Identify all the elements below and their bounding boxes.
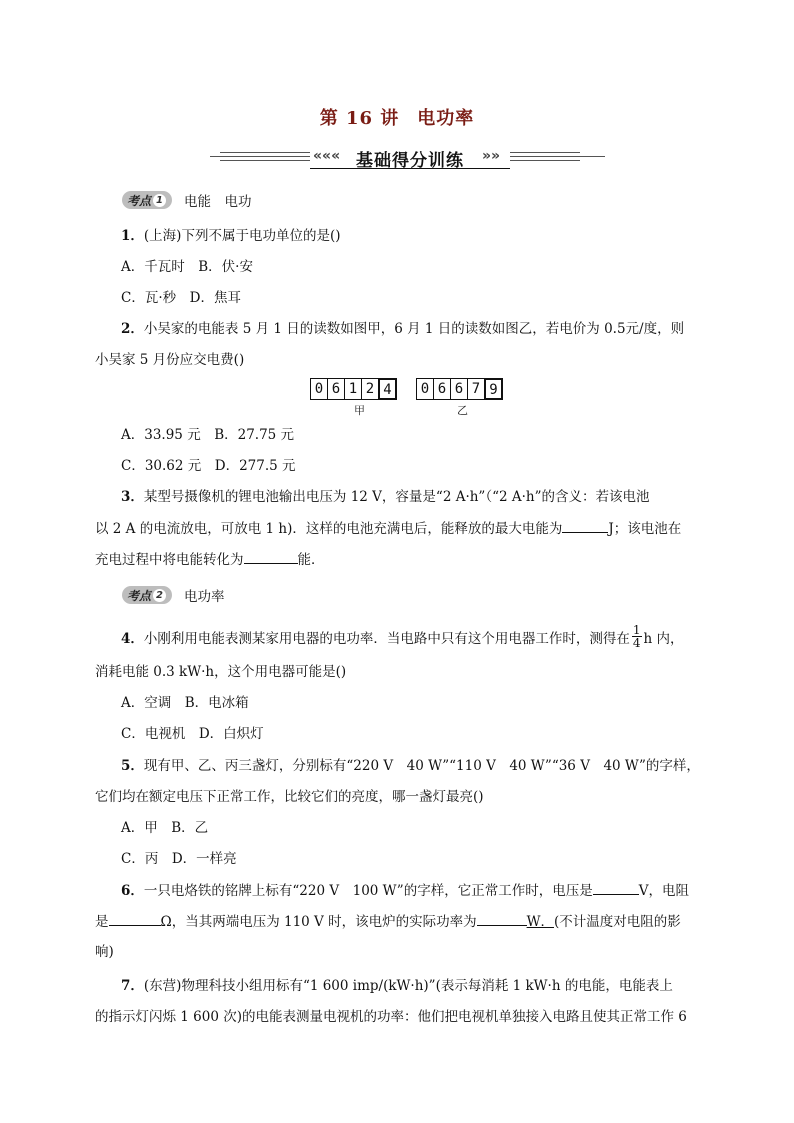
chevron-left-icon: ««« xyxy=(313,148,341,164)
question-3-line2: 以 2 A 的电流放电，可放电 1 h)．这样的电池充满电后，能释放的最大电能为 J；该电池在 xyxy=(95,518,681,539)
answer-blank xyxy=(109,911,161,926)
question-2-stem-line2: 小吴家 5 月份应交电费() xyxy=(95,352,245,368)
section-number: 1 xyxy=(153,194,166,207)
question-2-options-cd: C．30.62 元 D．277.5 元 xyxy=(121,458,296,474)
meter-digit: 7 xyxy=(468,379,485,399)
answer-blank xyxy=(562,518,608,533)
fraction-quarter: $\frac{1}{4}$ xyxy=(632,623,641,650)
section-banner xyxy=(210,146,605,170)
question-2-stem-line1: 2．小吴家的电能表 5 月 1 日的读数如图甲，6 月 1 日的读数如图乙，若电价为 0.5元/度，则 xyxy=(121,321,685,337)
banner-text: 基础得分训练 xyxy=(356,151,464,171)
answer-blank xyxy=(477,911,527,926)
section-label: 电功率 xyxy=(184,589,225,605)
meter-digit: 0 xyxy=(311,379,328,399)
question-3-line1: 3．某型号摄像机的锂电池输出电压为 12 V，容量是“2 A·h”（“2 A·h”的含义：若该电池 xyxy=(121,489,650,505)
section-badge: 考点 1 xyxy=(122,191,172,209)
question-5-line1: 5．现有甲、乙、丙三盏灯，分别标有“220 V 40 W”“110 V 40 W”“36 V 40 W”的字样， xyxy=(121,758,700,774)
question-7-line2: 的指示灯闪烁 1 600 次)的电能表测量电视机的功率：他们把电视机单独接入电路且使其正常工作 6 xyxy=(95,1009,687,1025)
meter-jia-label: 甲 xyxy=(354,404,365,417)
question-4-options-cd: C．电视机 D．白炽灯 xyxy=(121,726,264,742)
question-5-options-ab: A．甲 B．乙 xyxy=(121,820,209,836)
question-4-line1: 4．小刚利用电能表测某家用电器的电功率．当电路中只有这个用电器工作时，测得在 $\frac{1}{4}$ h 内， xyxy=(121,623,684,650)
answer-blank xyxy=(593,880,639,895)
answer-blank xyxy=(244,549,298,564)
question-6-line3: 响) xyxy=(95,944,114,960)
meter-digit: 1 xyxy=(345,379,362,399)
question-3-line3: 充电过程中将电能转化为 能． xyxy=(95,549,325,570)
chevron-right-icon: »» xyxy=(482,148,501,164)
meter-digit: 9 xyxy=(485,379,502,399)
question-4-options-ab: A．空调 B．电冰箱 xyxy=(121,695,249,711)
meter-digit: 6 xyxy=(328,379,345,399)
question-1-options-ab: A．千瓦时 B．伏·安 xyxy=(121,259,253,275)
meter-digit: 6 xyxy=(451,379,468,399)
question-6-line2: 是 Ω，当其两端电压为 110 V 时，该电炉的实际功率为 W．(不计温度对电阻的影 xyxy=(95,911,681,932)
lecture-topic: 电功率 xyxy=(417,108,475,129)
meter-jia xyxy=(310,378,397,400)
question-5-line2: 它们均在额定电压下正常工作，比较它们的亮度，哪一盏灯最亮() xyxy=(95,789,484,805)
meter-digit: 2 xyxy=(362,379,379,399)
question-6-line1: 6．一只电烙铁的铭牌上标有“220 V 100 W”的字样，它正常工作时，电压是 V，电阻 xyxy=(121,880,689,901)
meter-digit: 6 xyxy=(434,379,451,399)
lecture-number: 第 16 讲 xyxy=(319,108,400,129)
meter-yi xyxy=(416,378,503,400)
section-number: 2 xyxy=(153,589,166,602)
question-1-options-cd: C．瓦·秒 D．焦耳 xyxy=(121,290,241,306)
meter-digit: 0 xyxy=(417,379,434,399)
page-title xyxy=(0,104,794,130)
question-7-line1: 7．(东营)物理科技小组用标有“1 600 imp/(kW·h)”(表示每消耗 1 kW·h 的电能，电能表上 xyxy=(121,978,673,994)
meter-figure xyxy=(310,378,510,418)
question-5-options-cd: C．丙 D．一样亮 xyxy=(121,851,237,867)
question-2-options-ab: A．33.95 元 B．27.75 元 xyxy=(121,427,295,443)
question-4-line2: 消耗电能 0.3 kW·h，这个用电器可能是() xyxy=(95,664,347,680)
question-1-stem: 1．(上海)下列不属于电功单位的是() xyxy=(121,228,341,244)
section-label: 电能 电功 xyxy=(184,194,252,210)
section-heading-2 xyxy=(122,585,225,605)
meter-digit: 4 xyxy=(379,379,396,399)
section-badge: 考点 2 xyxy=(122,586,172,604)
section-heading-1 xyxy=(122,190,252,210)
meter-yi-label: 乙 xyxy=(457,404,468,417)
